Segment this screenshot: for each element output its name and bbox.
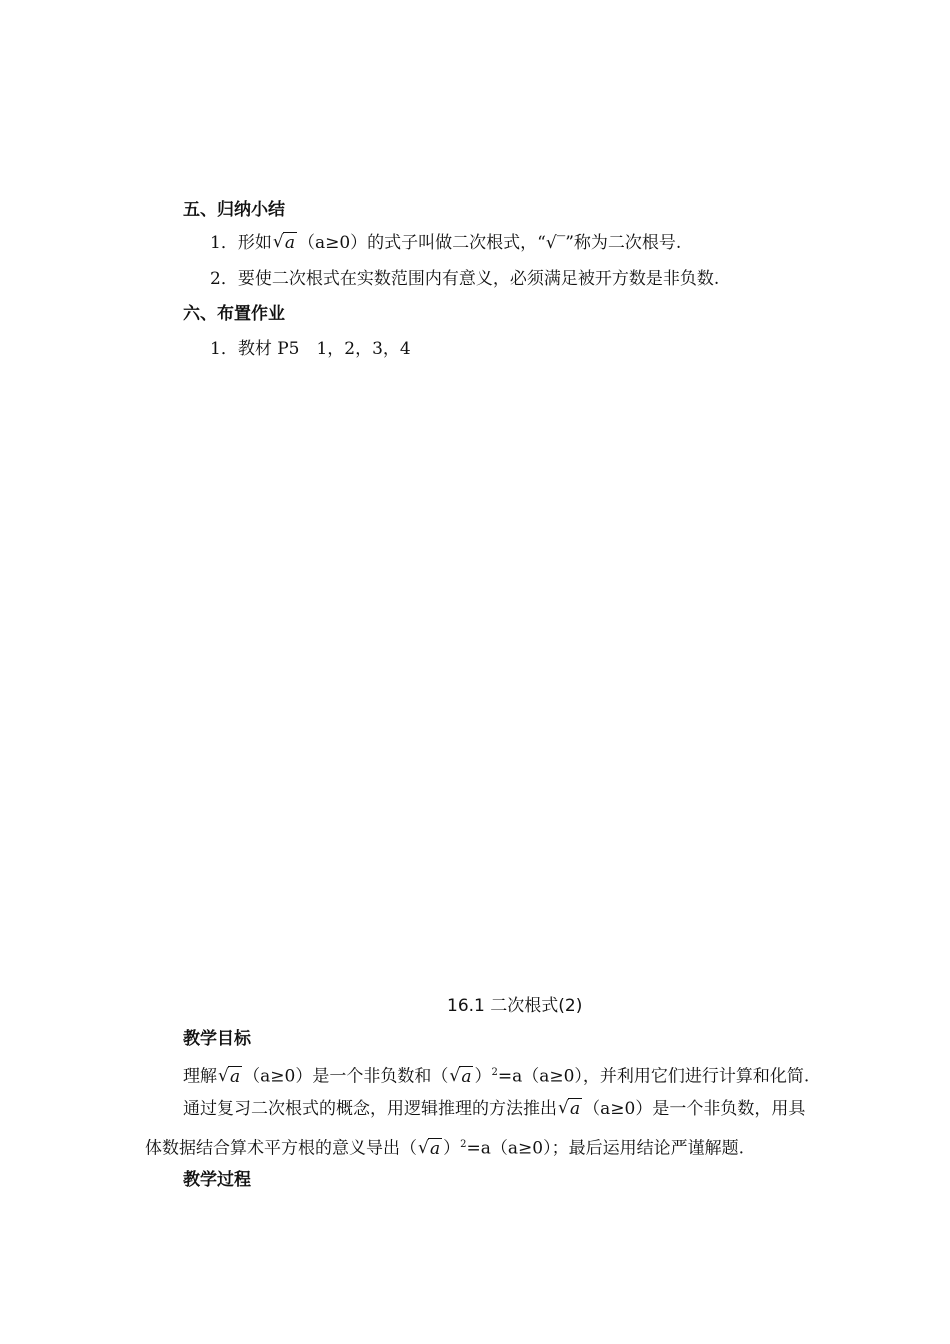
text-segment: ） bbox=[443, 1138, 461, 1159]
sqrt-symbol bbox=[449, 1065, 473, 1089]
sqrt-symbol bbox=[273, 231, 297, 255]
text-segment: 理解 bbox=[183, 1066, 217, 1087]
text-segment: ） bbox=[474, 1066, 492, 1087]
goals-heading: 教学目标 bbox=[183, 1029, 251, 1049]
radicand: a bbox=[284, 233, 295, 253]
radicand: a bbox=[461, 1066, 472, 1087]
sqrt-symbol bbox=[218, 1065, 242, 1089]
homework-item-1: 1．教材 P5 1，2，3，4 bbox=[210, 339, 411, 359]
sqrt-symbol bbox=[418, 1137, 442, 1161]
text-segment: （a≥0）是一个非负数和（ bbox=[243, 1066, 449, 1087]
lesson-title: 16.1 二次根式(2) bbox=[447, 996, 583, 1016]
sqrt-symbol bbox=[558, 1097, 582, 1121]
text-segment: =a（a≥0）；最后运用结论严谨解题. bbox=[466, 1138, 744, 1159]
exponent: 2 bbox=[491, 1067, 498, 1078]
radicand: a bbox=[230, 1066, 241, 1087]
section-heading-summary: 五、归纳小结 bbox=[183, 200, 285, 220]
goal-paragraph-2 bbox=[183, 1097, 805, 1121]
text-segment: 通过复习二次根式的概念，用逻辑推理的方法推出 bbox=[183, 1099, 557, 1119]
section-heading-homework: 六、布置作业 bbox=[183, 304, 285, 324]
radical-sign-symbol: √‾ bbox=[545, 233, 566, 253]
goal-paragraph-1 bbox=[183, 1061, 809, 1089]
summary-item-2: 2．要使二次根式在实数范围内有意义，必须满足被开方数是非负数. bbox=[210, 269, 720, 289]
goal-paragraph-2-continued bbox=[145, 1133, 744, 1161]
summary-item-1 bbox=[210, 231, 681, 255]
radicand: a bbox=[430, 1138, 441, 1159]
text-segment: 体数据结合算术平方根的意义导出（ bbox=[145, 1138, 417, 1159]
text-segment: ”称为二次根号. bbox=[565, 233, 682, 253]
process-heading: 教学过程 bbox=[183, 1170, 251, 1190]
text-segment: （a≥0）的式子叫做二次根式，“ bbox=[297, 233, 546, 253]
text-segment: （a≥0）是一个非负数，用具 bbox=[583, 1099, 806, 1119]
text-segment: =a（a≥0），并利用它们进行计算和化简. bbox=[497, 1066, 810, 1087]
item-number: 1． bbox=[210, 233, 238, 253]
text-segment: 形如 bbox=[237, 233, 272, 253]
radicand: a bbox=[570, 1099, 581, 1119]
exponent: 2 bbox=[460, 1139, 467, 1150]
